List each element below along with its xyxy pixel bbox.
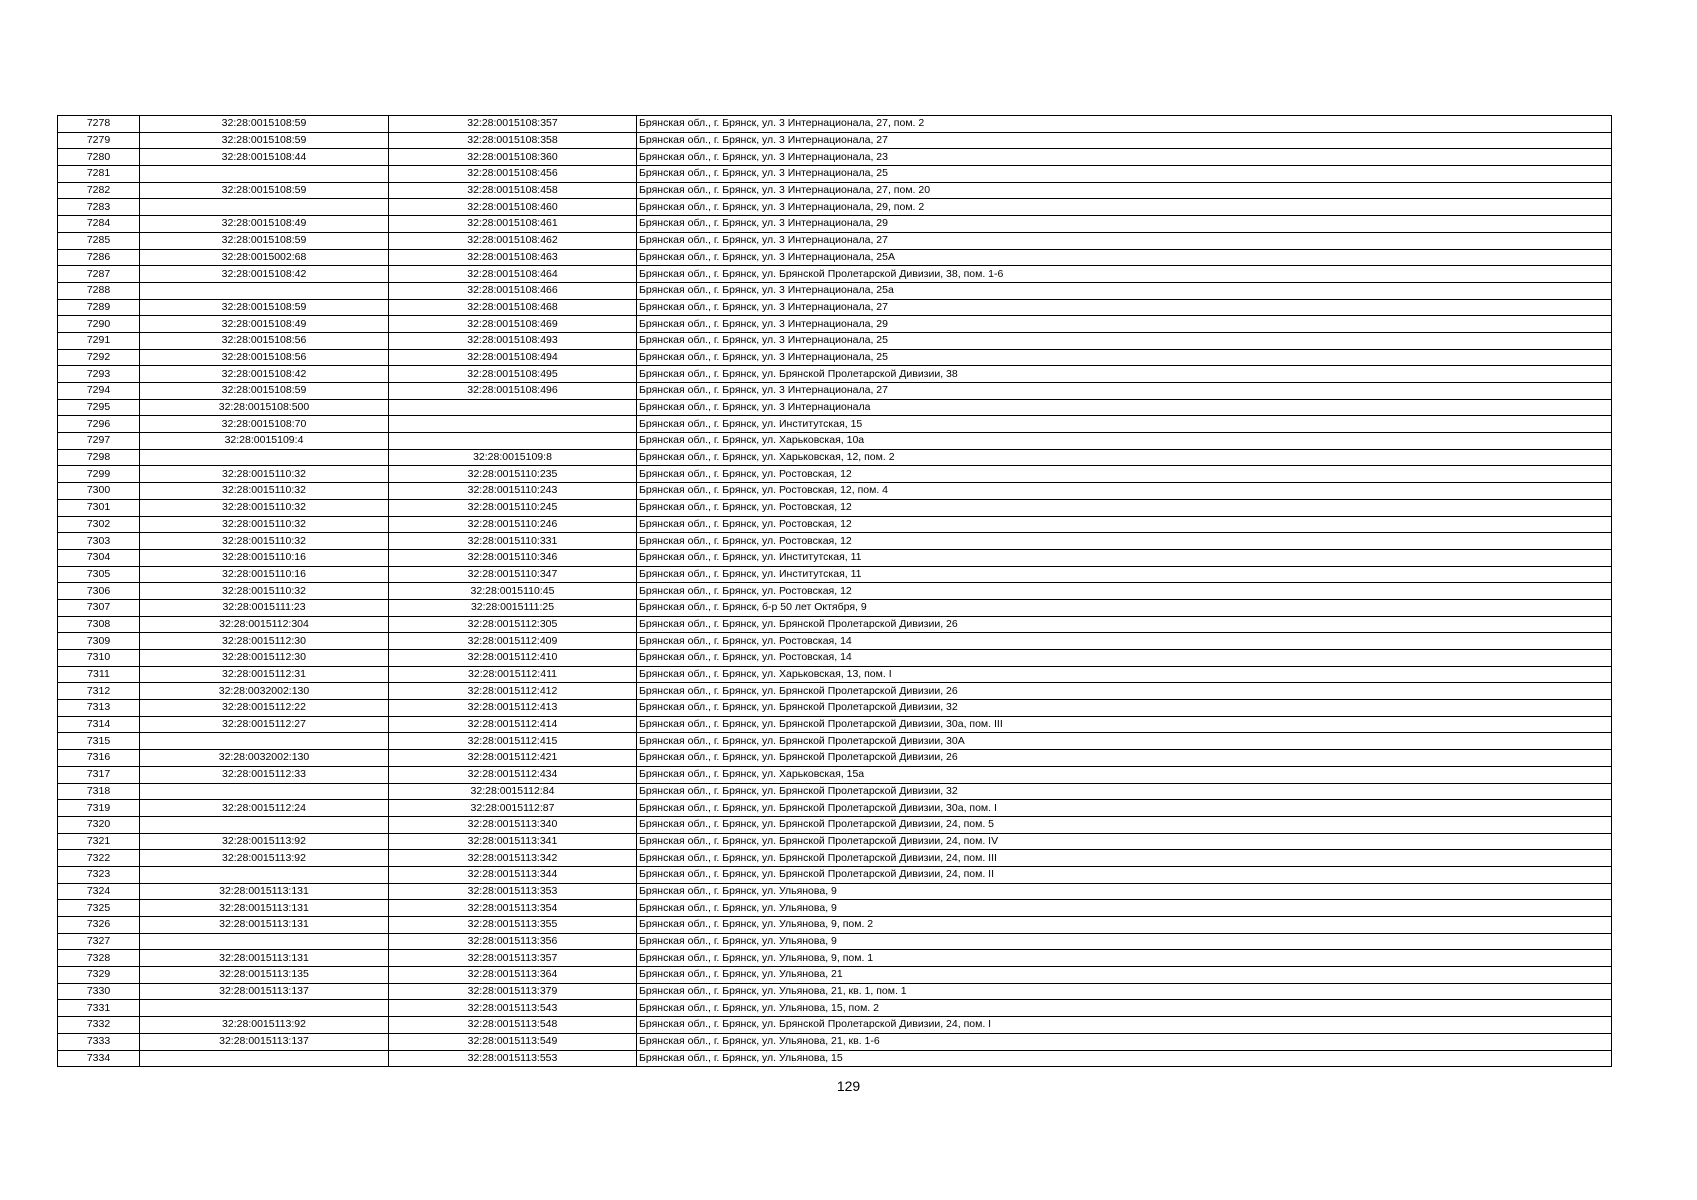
table-row [58,917,1612,934]
object-number-cell: 32:28:0015113:344 [389,866,637,883]
table-row [58,733,1612,750]
object-number-cell [389,416,637,433]
parcel-number-cell [140,166,389,183]
parcel-number-cell: 32:28:0015113:131 [140,883,389,900]
table-row [58,766,1612,783]
row-number-cell: 7329 [58,967,140,984]
row-number-cell: 7322 [58,850,140,867]
address-cell: Брянская обл., г. Брянск, ул. 3 Интернационала, 25а [637,282,1612,299]
parcel-number-cell: 32:28:0015113:135 [140,967,389,984]
object-number-cell: 32:28:0015112:409 [389,633,637,650]
table-row [58,232,1612,249]
object-number-cell: 32:28:0015113:355 [389,917,637,934]
row-number-cell: 7287 [58,266,140,283]
table-row [58,866,1612,883]
table-row [58,399,1612,416]
address-cell: Брянская обл., г. Брянск, ул. Ростовская, 12 [637,583,1612,600]
row-number-cell: 7306 [58,583,140,600]
row-number-cell: 7289 [58,299,140,316]
table-row [58,1017,1612,1034]
table-row [58,783,1612,800]
address-cell: Брянская обл., г. Брянск, ул. 3 Интернационала, 27, пом. 2 [637,116,1612,133]
row-number-cell: 7282 [58,182,140,199]
row-number-cell: 7332 [58,1017,140,1034]
object-number-cell: 32:28:0015113:357 [389,950,637,967]
table-row [58,216,1612,233]
parcel-number-cell: 32:28:0015113:92 [140,850,389,867]
parcel-number-cell [140,199,389,216]
row-number-cell: 7300 [58,483,140,500]
table-row [58,383,1612,400]
object-number-cell: 32:28:0015108:460 [389,199,637,216]
address-cell: Брянская обл., г. Брянск, ул. Ростовская, 12 [637,516,1612,533]
row-number-cell: 7323 [58,866,140,883]
row-number-cell: 7333 [58,1033,140,1050]
parcel-number-cell: 32:28:0015108:56 [140,349,389,366]
parcel-number-cell: 32:28:0015110:16 [140,566,389,583]
cadastral-table [57,115,1612,1067]
parcel-number-cell [140,449,389,466]
parcel-number-cell [140,1000,389,1017]
object-number-cell: 32:28:0015113:549 [389,1033,637,1050]
object-number-cell: 32:28:0015112:412 [389,683,637,700]
address-cell: Брянская обл., г. Брянск, ул. Ростовская, 12, пом. 4 [637,483,1612,500]
parcel-number-cell [140,866,389,883]
parcel-number-cell [140,1050,389,1067]
table-row [58,282,1612,299]
row-number-cell: 7284 [58,216,140,233]
table-row [58,116,1612,133]
object-number-cell: 32:28:0015112:305 [389,616,637,633]
parcel-number-cell: 32:28:0015113:137 [140,1033,389,1050]
object-number-cell: 32:28:0015113:353 [389,883,637,900]
table-row [58,149,1612,166]
row-number-cell: 7312 [58,683,140,700]
address-cell: Брянская обл., г. Брянск, ул. 3 Интернационала, 23 [637,149,1612,166]
parcel-number-cell: 32:28:0015112:304 [140,616,389,633]
table-row [58,366,1612,383]
address-cell: Брянская обл., г. Брянск, ул. Харьковская, 10а [637,433,1612,450]
address-cell: Брянская обл., г. Брянск, ул. 3 Интернационала, 29 [637,316,1612,333]
table-row [58,833,1612,850]
address-cell: Брянская обл., г. Брянск, ул. 3 Интернационала, 25 [637,166,1612,183]
parcel-number-cell: 32:28:0015110:32 [140,516,389,533]
row-number-cell: 7301 [58,499,140,516]
table-row [58,666,1612,683]
address-cell: Брянская обл., г. Брянск, ул. Брянской Пролетарской Дивизии, 24, пом. 5 [637,816,1612,833]
table-row [58,533,1612,550]
object-number-cell [389,433,637,450]
address-cell: Брянская обл., г. Брянск, ул. 3 Интернационала, 27 [637,132,1612,149]
address-cell: Брянская обл., г. Брянск, ул. Брянской Пролетарской Дивизии, 26 [637,750,1612,767]
table-row [58,716,1612,733]
table-row [58,1000,1612,1017]
table-body [58,116,1612,1067]
table-row [58,132,1612,149]
table-row [58,983,1612,1000]
address-cell: Брянская обл., г. Брянск, ул. Брянской Пролетарской Дивизии, 32 [637,783,1612,800]
parcel-number-cell [140,816,389,833]
parcel-number-cell: 32:28:0015108:500 [140,399,389,416]
address-cell: Брянская обл., г. Брянск, ул. Харьковская, 15а [637,766,1612,783]
object-number-cell: 32:28:0015108:496 [389,383,637,400]
parcel-number-cell: 32:28:0015108:42 [140,266,389,283]
address-cell: Брянская обл., г. Брянск, ул. Ростовская, 14 [637,633,1612,650]
object-number-cell: 32:28:0015112:415 [389,733,637,750]
object-number-cell: 32:28:0015108:493 [389,332,637,349]
object-number-cell: 32:28:0015108:458 [389,182,637,199]
address-cell: Брянская обл., г. Брянск, ул. Брянской Пролетарской Дивизии, 26 [637,616,1612,633]
table-row [58,950,1612,967]
row-number-cell: 7334 [58,1050,140,1067]
object-number-cell: 32:28:0015108:461 [389,216,637,233]
address-cell: Брянская обл., г. Брянск, ул. Брянской Пролетарской Дивизии, 26 [637,683,1612,700]
row-number-cell: 7304 [58,549,140,566]
address-cell: Брянская обл., г. Брянск, ул. Брянской Пролетарской Дивизии, 30а, пом. I [637,800,1612,817]
parcel-number-cell: 32:28:0015112:31 [140,666,389,683]
parcel-number-cell: 32:28:0015108:70 [140,416,389,433]
table-row [58,599,1612,616]
table-row [58,650,1612,667]
object-number-cell: 32:28:0015109:8 [389,449,637,466]
object-number-cell: 32:28:0015108:464 [389,266,637,283]
address-cell: Брянская обл., г. Брянск, ул. 3 Интернационала, 27 [637,383,1612,400]
address-cell: Брянская обл., г. Брянск, ул. 3 Интернационала [637,399,1612,416]
address-cell: Брянская обл., г. Брянск, ул. Ульянова, 9 [637,933,1612,950]
table-row [58,266,1612,283]
row-number-cell: 7298 [58,449,140,466]
row-number-cell: 7278 [58,116,140,133]
object-number-cell: 32:28:0015108:469 [389,316,637,333]
address-cell: Брянская обл., г. Брянск, ул. Институтская, 15 [637,416,1612,433]
object-number-cell: 32:28:0015108:468 [389,299,637,316]
address-cell: Брянская обл., г. Брянск, ул. Ростовская, 12 [637,466,1612,483]
row-number-cell: 7308 [58,616,140,633]
address-cell: Брянская обл., г. Брянск, ул. Ростовская, 12 [637,499,1612,516]
object-number-cell: 32:28:0015113:342 [389,850,637,867]
row-number-cell: 7305 [58,566,140,583]
address-cell: Брянская обл., г. Брянск, ул. Брянской Пролетарской Дивизии, 30а, пом. III [637,716,1612,733]
object-number-cell: 32:28:0015110:347 [389,566,637,583]
row-number-cell: 7318 [58,783,140,800]
row-number-cell: 7295 [58,399,140,416]
object-number-cell: 32:28:0015108:456 [389,166,637,183]
object-number-cell: 32:28:0015112:434 [389,766,637,783]
parcel-number-cell: 32:28:0015113:131 [140,900,389,917]
table-row [58,182,1612,199]
row-number-cell: 7296 [58,416,140,433]
row-number-cell: 7280 [58,149,140,166]
object-number-cell: 32:28:0015113:341 [389,833,637,850]
table-row [58,466,1612,483]
parcel-number-cell: 32:28:0015108:59 [140,299,389,316]
row-number-cell: 7327 [58,933,140,950]
address-cell: Брянская обл., г. Брянск, ул. Ульянова, 21, кв. 1-6 [637,1033,1612,1050]
table-row [58,633,1612,650]
table-row [58,483,1612,500]
parcel-number-cell: 32:28:0015108:49 [140,316,389,333]
table-row [58,900,1612,917]
parcel-number-cell [140,733,389,750]
address-cell: Брянская обл., г. Брянск, ул. Ульянова, 21, кв. 1, пом. 1 [637,983,1612,1000]
table-row [58,967,1612,984]
table-row [58,700,1612,717]
row-number-cell: 7326 [58,917,140,934]
address-cell: Брянская обл., г. Брянск, ул. 3 Интернационала, 29 [637,216,1612,233]
address-cell: Брянская обл., г. Брянск, ул. Ульянова, 9 [637,900,1612,917]
address-cell: Брянская обл., г. Брянск, ул. Ульянова, 15, пом. 2 [637,1000,1612,1017]
parcel-number-cell: 32:28:0015112:33 [140,766,389,783]
object-number-cell: 32:28:0015110:45 [389,583,637,600]
object-number-cell: 32:28:0015113:340 [389,816,637,833]
parcel-number-cell: 32:28:0015108:59 [140,383,389,400]
parcel-number-cell: 32:28:0015109:4 [140,433,389,450]
address-cell: Брянская обл., г. Брянск, ул. Ульянова, 9, пом. 2 [637,917,1612,934]
parcel-number-cell: 32:28:0032002:130 [140,683,389,700]
parcel-number-cell: 32:28:0015112:30 [140,650,389,667]
parcel-number-cell: 32:28:0015112:24 [140,800,389,817]
address-cell: Брянская обл., г. Брянск, ул. 3 Интернационала, 25 [637,349,1612,366]
parcel-number-cell [140,783,389,800]
address-cell: Брянская обл., г. Брянск, ул. Брянской Пролетарской Дивизии, 24, пом. III [637,850,1612,867]
address-cell: Брянская обл., г. Брянск, ул. Брянской Пролетарской Дивизии, 24, пом. IV [637,833,1612,850]
parcel-number-cell: 32:28:0015108:44 [140,149,389,166]
parcel-number-cell: 32:28:0015108:59 [140,132,389,149]
parcel-number-cell: 32:28:0015108:59 [140,182,389,199]
object-number-cell: 32:28:0015112:411 [389,666,637,683]
parcel-number-cell: 32:28:0015113:137 [140,983,389,1000]
row-number-cell: 7311 [58,666,140,683]
object-number-cell: 32:28:0015113:354 [389,900,637,917]
row-number-cell: 7320 [58,816,140,833]
parcel-number-cell: 32:28:0015113:131 [140,917,389,934]
object-number-cell: 32:28:0015112:87 [389,800,637,817]
row-number-cell: 7309 [58,633,140,650]
parcel-number-cell: 32:28:0015113:131 [140,950,389,967]
table-row [58,249,1612,266]
row-number-cell: 7331 [58,1000,140,1017]
object-number-cell: 32:28:0015113:543 [389,1000,637,1017]
object-number-cell: 32:28:0015112:414 [389,716,637,733]
address-cell: Брянская обл., г. Брянск, ул. Харьковская, 12, пом. 2 [637,449,1612,466]
table-row [58,449,1612,466]
parcel-number-cell: 32:28:0015108:59 [140,232,389,249]
address-cell: Брянская обл., г. Брянск, ул. Ульянова, 9, пом. 1 [637,950,1612,967]
table-row [58,1033,1612,1050]
object-number-cell: 32:28:0015108:463 [389,249,637,266]
object-number-cell: 32:28:0015113:548 [389,1017,637,1034]
object-number-cell: 32:28:0015112:410 [389,650,637,667]
table-row [58,750,1612,767]
address-cell: Брянская обл., г. Брянск, ул. Ульянова, 21 [637,967,1612,984]
parcel-number-cell: 32:28:0015110:32 [140,466,389,483]
object-number-cell: 32:28:0015112:413 [389,700,637,717]
parcel-number-cell: 32:28:0015111:23 [140,599,389,616]
parcel-number-cell: 32:28:0015108:42 [140,366,389,383]
parcel-number-cell: 32:28:0015108:49 [140,216,389,233]
address-cell: Брянская обл., г. Брянск, ул. Ростовская, 12 [637,533,1612,550]
table-row [58,433,1612,450]
table-row [58,549,1612,566]
row-number-cell: 7281 [58,166,140,183]
parcel-number-cell: 32:28:0015108:59 [140,116,389,133]
table-row [58,683,1612,700]
page-number: 129 [836,1078,861,1094]
table-row [58,583,1612,600]
table-row [58,499,1612,516]
table-row [58,316,1612,333]
object-number-cell: 32:28:0015112:84 [389,783,637,800]
address-cell: Брянская обл., г. Брянск, ул. Брянской Пролетарской Дивизии, 24, пом. II [637,866,1612,883]
address-cell: Брянская обл., г. Брянск, ул. 3 Интернационала, 27, пом. 20 [637,182,1612,199]
object-number-cell: 32:28:0015111:25 [389,599,637,616]
row-number-cell: 7290 [58,316,140,333]
parcel-number-cell: 32:28:0032002:130 [140,750,389,767]
parcel-number-cell: 32:28:0015112:27 [140,716,389,733]
address-cell: Брянская обл., г. Брянск, б-р 50 лет Октября, 9 [637,599,1612,616]
object-number-cell: 32:28:0015113:379 [389,983,637,1000]
row-number-cell: 7325 [58,900,140,917]
table-row [58,199,1612,216]
object-number-cell: 32:28:0015110:235 [389,466,637,483]
row-number-cell: 7313 [58,700,140,717]
row-number-cell: 7297 [58,433,140,450]
object-number-cell: 32:28:0015113:356 [389,933,637,950]
address-cell: Брянская обл., г. Брянск, ул. 3 Интернационала, 29, пом. 2 [637,199,1612,216]
address-cell: Брянская обл., г. Брянск, ул. Брянской Пролетарской Дивизии, 24, пом. I [637,1017,1612,1034]
address-cell: Брянская обл., г. Брянск, ул. 3 Интернационала, 25А [637,249,1612,266]
object-number-cell: 32:28:0015113:364 [389,967,637,984]
table-row [58,933,1612,950]
row-number-cell: 7283 [58,199,140,216]
row-number-cell: 7291 [58,332,140,349]
table-row [58,800,1612,817]
object-number-cell: 32:28:0015108:360 [389,149,637,166]
row-number-cell: 7314 [58,716,140,733]
parcel-number-cell: 32:28:0015110:32 [140,499,389,516]
object-number-cell: 32:28:0015110:246 [389,516,637,533]
parcel-number-cell [140,282,389,299]
object-number-cell: 32:28:0015113:553 [389,1050,637,1067]
object-number-cell: 32:28:0015108:466 [389,282,637,299]
address-cell: Брянская обл., г. Брянск, ул. 3 Интернационала, 27 [637,299,1612,316]
table-row [58,349,1612,366]
table-row [58,566,1612,583]
row-number-cell: 7316 [58,750,140,767]
row-number-cell: 7285 [58,232,140,249]
address-cell: Брянская обл., г. Брянск, ул. Харьковская, 13, пом. I [637,666,1612,683]
object-number-cell: 32:28:0015108:495 [389,366,637,383]
object-number-cell: 32:28:0015108:494 [389,349,637,366]
address-cell: Брянская обл., г. Брянск, ул. Институтская, 11 [637,549,1612,566]
table-row [58,416,1612,433]
table-row [58,299,1612,316]
table-row [58,516,1612,533]
object-number-cell: 32:28:0015110:331 [389,533,637,550]
row-number-cell: 7279 [58,132,140,149]
row-number-cell: 7310 [58,650,140,667]
row-number-cell: 7292 [58,349,140,366]
parcel-number-cell: 32:28:0015113:92 [140,1017,389,1034]
row-number-cell: 7294 [58,383,140,400]
parcel-number-cell: 32:28:0015110:16 [140,549,389,566]
object-number-cell [389,399,637,416]
parcel-number-cell: 32:28:0015110:32 [140,533,389,550]
address-cell: Брянская обл., г. Брянск, ул. Брянской Пролетарской Дивизии, 30А [637,733,1612,750]
object-number-cell: 32:28:0015110:245 [389,499,637,516]
row-number-cell: 7293 [58,366,140,383]
row-number-cell: 7307 [58,599,140,616]
object-number-cell: 32:28:0015108:357 [389,116,637,133]
address-cell: Брянская обл., г. Брянск, ул. Брянской Пролетарской Дивизии, 32 [637,700,1612,717]
row-number-cell: 7321 [58,833,140,850]
row-number-cell: 7315 [58,733,140,750]
table-row [58,616,1612,633]
row-number-cell: 7286 [58,249,140,266]
parcel-number-cell: 32:28:0015112:22 [140,700,389,717]
parcel-number-cell: 32:28:0015113:92 [140,833,389,850]
row-number-cell: 7299 [58,466,140,483]
object-number-cell: 32:28:0015110:243 [389,483,637,500]
table-row [58,883,1612,900]
object-number-cell: 32:28:0015110:346 [389,549,637,566]
table-row [58,850,1612,867]
row-number-cell: 7317 [58,766,140,783]
table-row [58,332,1612,349]
address-cell: Брянская обл., г. Брянск, ул. Институтская, 11 [637,566,1612,583]
object-number-cell: 32:28:0015108:358 [389,132,637,149]
row-number-cell: 7302 [58,516,140,533]
parcel-number-cell: 32:28:0015110:32 [140,483,389,500]
address-cell: Брянская обл., г. Брянск, ул. 3 Интернационала, 25 [637,332,1612,349]
address-cell: Брянская обл., г. Брянск, ул. Ульянова, 15 [637,1050,1612,1067]
row-number-cell: 7324 [58,883,140,900]
row-number-cell: 7303 [58,533,140,550]
object-number-cell: 32:28:0015112:421 [389,750,637,767]
address-cell: Брянская обл., г. Брянск, ул. Брянской Пролетарской Дивизии, 38 [637,366,1612,383]
parcel-number-cell: 32:28:0015110:32 [140,583,389,600]
address-cell: Брянская обл., г. Брянск, ул. Ростовская, 14 [637,650,1612,667]
table-row [58,166,1612,183]
address-cell: Брянская обл., г. Брянск, ул. Брянской Пролетарской Дивизии, 38, пом. 1-6 [637,266,1612,283]
object-number-cell: 32:28:0015108:462 [389,232,637,249]
parcel-number-cell [140,933,389,950]
parcel-number-cell: 32:28:0015112:30 [140,633,389,650]
parcel-number-cell: 32:28:0015002:68 [140,249,389,266]
address-cell: Брянская обл., г. Брянск, ул. 3 Интернационала, 27 [637,232,1612,249]
parcel-number-cell: 32:28:0015108:56 [140,332,389,349]
address-cell: Брянская обл., г. Брянск, ул. Ульянова, 9 [637,883,1612,900]
table-row [58,816,1612,833]
row-number-cell: 7319 [58,800,140,817]
table-row [58,1050,1612,1067]
row-number-cell: 7330 [58,983,140,1000]
row-number-cell: 7288 [58,282,140,299]
row-number-cell: 7328 [58,950,140,967]
